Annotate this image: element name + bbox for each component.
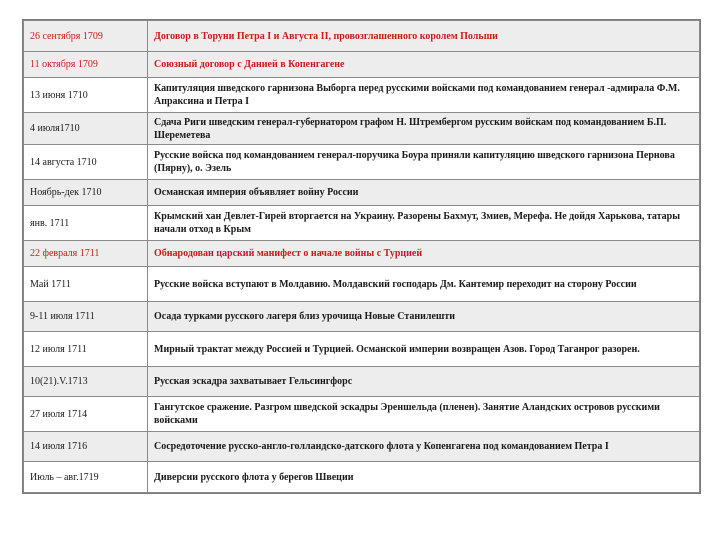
event-description-cell: Гангутское сражение. Разгром шведской эскадры Эреншельда (пленен). Занятие Аландских островов русскими войсками — [148, 397, 700, 432]
event-description-cell: Сосредоточение русско-англо-голландско-датского флота у Копенгагена под командованием Петра I — [148, 432, 700, 462]
event-description-cell: Диверсии русского флота у берегов Швеции — [148, 462, 700, 493]
event-date-cell: 9-11 июля 1711 — [24, 302, 148, 332]
event-date-cell: Май 1711 — [24, 267, 148, 302]
event-date-cell: Июль – авг.1719 — [24, 462, 148, 493]
event-date-cell: Ноябрь-дек 1710 — [24, 180, 148, 206]
event-description-cell: Русская эскадра захватывает Гельсингфорс — [148, 367, 700, 397]
table-row — [24, 21, 700, 52]
event-description-cell: Обнародован царский манифест о начале войны с Турцией — [148, 241, 700, 267]
event-date-cell: 14 августа 1710 — [24, 145, 148, 180]
event-description-cell: Капитуляция шведского гарнизона Выборга перед русскими войсками под командованием генерал -адмирала Ф.М. Апраксина и Петра I — [148, 78, 700, 113]
chronology-table-body — [24, 21, 700, 493]
event-date-cell: 27 июля 1714 — [24, 397, 148, 432]
event-description-cell: Мирный трактат между Россией и Турцией. Османской империи возвращен Азов. Город Таганрог разорен. — [148, 332, 700, 367]
event-date-cell: янв. 1711 — [24, 206, 148, 241]
event-date-cell: 26 сентября 1709 — [24, 21, 148, 52]
event-description-cell: Осада турками русского лагеря близ урочища Новые Станилешти — [148, 302, 700, 332]
table-row — [24, 241, 700, 267]
table-row — [24, 432, 700, 462]
table-row — [24, 367, 700, 397]
chronology-table — [23, 20, 700, 493]
table-row — [24, 462, 700, 493]
event-date-cell: 13 июня 1710 — [24, 78, 148, 113]
table-row — [24, 267, 700, 302]
event-date-cell: 11 октября 1709 — [24, 52, 148, 78]
event-date-cell: 22 февраля 1711 — [24, 241, 148, 267]
event-description-cell: Союзный договор с Данией в Копенгагене — [148, 52, 700, 78]
event-description-cell: Русские войска вступают в Молдавию. Молдавский господарь Дм. Кантемир переходит на сторону России — [148, 267, 700, 302]
event-date-cell: 12 июля 1711 — [24, 332, 148, 367]
table-row — [24, 113, 700, 145]
table-row — [24, 145, 700, 180]
event-description-cell: Османская империя объявляет войну России — [148, 180, 700, 206]
table-row — [24, 397, 700, 432]
table-row — [24, 302, 700, 332]
event-description-cell: Русские войска под командованием генерал-поручика Боура приняли капитуляцию шведского гарнизона Пернова (Пярну), о. Эзель — [148, 145, 700, 180]
event-date-cell: 4 июля1710 — [24, 113, 148, 145]
event-date-cell: 14 июля 1716 — [24, 432, 148, 462]
table-row — [24, 332, 700, 367]
event-description-cell: Крымский хан Девлет-Гирей вторгается на Украину. Разорены Бахмут, Змиев, Мерефа. Не дойдя Харькова, татары начали отход в Крым — [148, 206, 700, 241]
table-row — [24, 206, 700, 241]
table-row — [24, 180, 700, 206]
event-description-cell: Сдача Риги шведским генерал-губернатором графом Н. Штрембергом русским войскам под командованием Б.П. Шереметева — [148, 113, 700, 145]
event-date-cell: 10(21).V.1713 — [24, 367, 148, 397]
chronology-table-container — [22, 19, 701, 494]
event-description-cell: Договор в Торуни Петра I и Августа II, провозглашенного королем Польши — [148, 21, 700, 52]
table-row — [24, 78, 700, 113]
table-row — [24, 52, 700, 78]
